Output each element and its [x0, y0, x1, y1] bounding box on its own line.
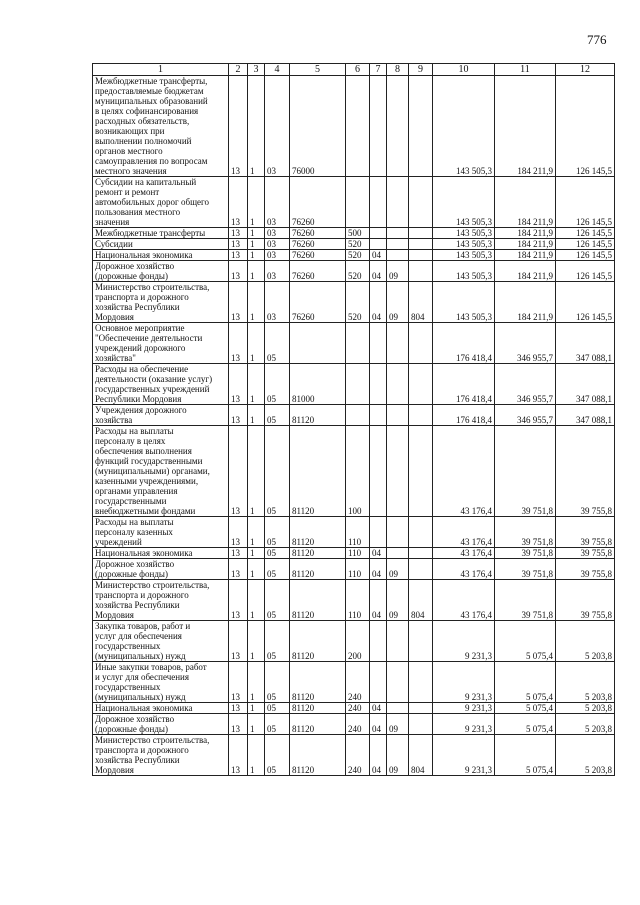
row-name-cell: Национальная экономика	[93, 250, 229, 261]
code-cell: 76260	[290, 177, 346, 228]
code-cell: 81120	[290, 548, 346, 559]
code-cell: 110	[346, 517, 370, 548]
amount-cell: 126 145,5	[556, 228, 615, 239]
code-cell: 05	[265, 364, 290, 405]
budget-table	[92, 63, 615, 776]
amount-cell: 43 176,4	[433, 559, 495, 580]
amount-cell: 184 211,9	[495, 282, 556, 323]
code-cell	[370, 405, 387, 426]
code-cell: 09	[387, 559, 409, 580]
code-cell: 04	[370, 282, 387, 323]
code-cell: 1	[248, 405, 265, 426]
code-cell: 520	[346, 250, 370, 261]
row-name-cell: Министерство строительства, транспорта и дорожного хозяйства Республики Мордовия	[93, 282, 229, 323]
code-cell: 76260	[290, 250, 346, 261]
code-cell: 05	[265, 517, 290, 548]
code-cell: 76000	[290, 76, 346, 177]
code-cell	[409, 239, 433, 250]
amount-cell: 5 075,4	[495, 714, 556, 735]
row-name-cell: Иные закупки товаров, работ и услуг для обеспечения государственных (муниципальных) нужд	[93, 662, 229, 703]
code-cell: 1	[248, 735, 265, 776]
code-cell: 81120	[290, 714, 346, 735]
code-cell	[409, 261, 433, 282]
amount-cell: 39 755,8	[556, 517, 615, 548]
code-cell	[409, 662, 433, 703]
code-cell: 13	[229, 662, 248, 703]
code-cell	[387, 405, 409, 426]
row-name-cell: Дорожное хозяйство (дорожные фонды)	[93, 559, 229, 580]
amount-cell: 126 145,5	[556, 239, 615, 250]
code-cell: 05	[265, 323, 290, 364]
amount-cell: 5 203,8	[556, 735, 615, 776]
column-header: 11	[495, 64, 556, 76]
amount-cell: 346 955,7	[495, 323, 556, 364]
code-cell	[409, 548, 433, 559]
row-name-cell: Национальная экономика	[93, 548, 229, 559]
code-cell: 1	[248, 703, 265, 714]
code-cell: 76260	[290, 228, 346, 239]
code-cell: 13	[229, 364, 248, 405]
table-row	[93, 517, 615, 548]
code-cell	[387, 517, 409, 548]
code-cell	[346, 76, 370, 177]
code-cell: 13	[229, 559, 248, 580]
row-name-cell: Субсидии на капитальный ремонт и ремонт автомобильных дорог общего пользования местного значения	[93, 177, 229, 228]
code-cell	[387, 364, 409, 405]
code-cell: 520	[346, 239, 370, 250]
code-cell: 13	[229, 714, 248, 735]
code-cell: 13	[229, 76, 248, 177]
code-cell: 1	[248, 250, 265, 261]
amount-cell: 346 955,7	[495, 405, 556, 426]
code-cell: 09	[387, 261, 409, 282]
row-name-cell: Министерство строительства, транспорта и дорожного хозяйства Республики Мордовия	[93, 735, 229, 776]
code-cell	[409, 517, 433, 548]
code-cell: 05	[265, 580, 290, 621]
code-cell: 03	[265, 228, 290, 239]
code-cell: 81120	[290, 426, 346, 517]
code-cell: 81000	[290, 364, 346, 405]
amount-cell: 346 955,7	[495, 364, 556, 405]
code-cell	[387, 426, 409, 517]
code-cell	[409, 177, 433, 228]
code-cell	[387, 621, 409, 662]
amount-cell: 126 145,5	[556, 177, 615, 228]
code-cell	[409, 703, 433, 714]
amount-cell: 5 075,4	[495, 621, 556, 662]
column-header: 9	[409, 64, 433, 76]
code-cell: 05	[265, 735, 290, 776]
code-cell	[387, 548, 409, 559]
code-cell: 81120	[290, 580, 346, 621]
row-name-cell: Закупка товаров, работ и услуг для обеспечения государственных (муниципальных) нужд	[93, 621, 229, 662]
amount-cell: 347 088,1	[556, 323, 615, 364]
amount-cell: 143 505,3	[433, 228, 495, 239]
code-cell	[370, 239, 387, 250]
table-row	[93, 662, 615, 703]
code-cell: 1	[248, 662, 265, 703]
code-cell	[409, 714, 433, 735]
row-name-cell: Расходы на выплаты персоналу казенных учреждений	[93, 517, 229, 548]
row-name-cell: Учреждения дорожного хозяйства	[93, 405, 229, 426]
code-cell	[346, 323, 370, 364]
column-header: 1	[93, 64, 229, 76]
column-header: 2	[229, 64, 248, 76]
code-cell: 13	[229, 735, 248, 776]
code-cell: 04	[370, 261, 387, 282]
code-cell: 04	[370, 714, 387, 735]
row-name-cell: Основное мероприятие "Обеспечение деятельности учреждений дорожного хозяйства"	[93, 323, 229, 364]
code-cell: 110	[346, 559, 370, 580]
code-cell: 13	[229, 517, 248, 548]
amount-cell: 43 176,4	[433, 426, 495, 517]
code-cell: 05	[265, 405, 290, 426]
amount-cell: 347 088,1	[556, 364, 615, 405]
code-cell: 1	[248, 261, 265, 282]
code-cell: 1	[248, 580, 265, 621]
table-row	[93, 261, 615, 282]
amount-cell: 9 231,3	[433, 714, 495, 735]
code-cell: 03	[265, 239, 290, 250]
code-cell: 13	[229, 239, 248, 250]
amount-cell: 43 176,4	[433, 580, 495, 621]
amount-cell: 143 505,3	[433, 261, 495, 282]
amount-cell: 143 505,3	[433, 239, 495, 250]
code-cell: 05	[265, 714, 290, 735]
code-cell: 81120	[290, 405, 346, 426]
code-cell	[409, 228, 433, 239]
code-cell: 03	[265, 250, 290, 261]
code-cell: 76260	[290, 261, 346, 282]
table-row	[93, 323, 615, 364]
code-cell: 240	[346, 703, 370, 714]
row-name-cell: Дорожное хозяйство (дорожные фонды)	[93, 714, 229, 735]
column-header: 12	[556, 64, 615, 76]
amount-cell: 39 755,8	[556, 580, 615, 621]
code-cell: 1	[248, 76, 265, 177]
code-cell: 520	[346, 261, 370, 282]
code-cell: 05	[265, 703, 290, 714]
amount-cell: 126 145,5	[556, 261, 615, 282]
code-cell: 76260	[290, 239, 346, 250]
column-header: 6	[346, 64, 370, 76]
code-cell: 1	[248, 559, 265, 580]
code-cell: 04	[370, 250, 387, 261]
code-cell	[370, 364, 387, 405]
code-cell	[409, 621, 433, 662]
code-cell	[346, 405, 370, 426]
code-cell	[387, 662, 409, 703]
amount-cell: 5 203,8	[556, 714, 615, 735]
code-cell: 04	[370, 703, 387, 714]
code-cell: 100	[346, 426, 370, 517]
row-name-cell: Министерство строительства, транспорта и дорожного хозяйства Республики Мордовия	[93, 580, 229, 621]
code-cell: 13	[229, 405, 248, 426]
amount-cell: 43 176,4	[433, 548, 495, 559]
code-cell: 03	[265, 282, 290, 323]
table-row	[93, 735, 615, 776]
code-cell: 04	[370, 735, 387, 776]
code-cell: 1	[248, 177, 265, 228]
code-cell	[409, 250, 433, 261]
amount-cell: 39 751,8	[495, 426, 556, 517]
code-cell: 04	[370, 580, 387, 621]
code-cell	[370, 662, 387, 703]
code-cell: 05	[265, 548, 290, 559]
amount-cell: 184 211,9	[495, 261, 556, 282]
code-cell: 13	[229, 621, 248, 662]
table-row	[93, 177, 615, 228]
code-cell: 04	[370, 548, 387, 559]
amount-cell: 39 751,8	[495, 548, 556, 559]
amount-cell: 143 505,3	[433, 282, 495, 323]
code-cell	[387, 323, 409, 364]
row-name-cell: Расходы на выплаты персоналу в целях обеспечения выполнения функций государственными (муниципальными) органами, казенными учреждениями, органами управления государственными внебюджетными фондами	[93, 426, 229, 517]
amount-cell: 184 211,9	[495, 177, 556, 228]
amount-cell: 184 211,9	[495, 76, 556, 177]
amount-cell: 184 211,9	[495, 250, 556, 261]
column-header: 7	[370, 64, 387, 76]
code-cell: 03	[265, 261, 290, 282]
code-cell: 1	[248, 426, 265, 517]
row-name-cell: Межбюджетные трансферты, предоставляемые бюджетам муниципальных образований в целях софинансирования расходных обязательств, возникающих при выполнении полномочий органов местного самоуправления по вопросам местного значения	[93, 76, 229, 177]
code-cell: 200	[346, 621, 370, 662]
code-cell: 13	[229, 177, 248, 228]
amount-cell: 184 211,9	[495, 228, 556, 239]
amount-cell: 143 505,3	[433, 250, 495, 261]
column-header: 4	[265, 64, 290, 76]
code-cell: 1	[248, 548, 265, 559]
table-row	[93, 621, 615, 662]
page-number: 776	[587, 32, 607, 47]
code-cell: 13	[229, 426, 248, 517]
column-header: 10	[433, 64, 495, 76]
code-cell: 110	[346, 580, 370, 621]
amount-cell: 143 505,3	[433, 76, 495, 177]
amount-cell: 5 075,4	[495, 735, 556, 776]
code-cell: 81120	[290, 703, 346, 714]
amount-cell: 126 145,5	[556, 282, 615, 323]
code-cell: 13	[229, 323, 248, 364]
code-cell: 81120	[290, 517, 346, 548]
table-body	[93, 76, 615, 776]
code-cell: 81120	[290, 621, 346, 662]
code-cell: 81120	[290, 559, 346, 580]
code-cell: 1	[248, 714, 265, 735]
code-cell: 13	[229, 282, 248, 323]
code-cell: 81120	[290, 735, 346, 776]
table-row	[93, 282, 615, 323]
table-row	[93, 364, 615, 405]
code-cell: 240	[346, 735, 370, 776]
amount-cell: 39 755,8	[556, 548, 615, 559]
code-cell: 240	[346, 662, 370, 703]
row-name-cell: Расходы на обеспечение деятельности (оказание услуг) государственных учреждений Республики Мордовия	[93, 364, 229, 405]
code-cell	[387, 76, 409, 177]
table-row	[93, 250, 615, 261]
amount-cell: 39 751,8	[495, 559, 556, 580]
table-header-row	[93, 64, 615, 76]
amount-cell: 39 751,8	[495, 580, 556, 621]
code-cell	[346, 364, 370, 405]
amount-cell: 9 231,3	[433, 735, 495, 776]
code-cell: 09	[387, 735, 409, 776]
table-row	[93, 228, 615, 239]
code-cell: 1	[248, 239, 265, 250]
code-cell	[409, 405, 433, 426]
code-cell	[387, 239, 409, 250]
row-name-cell: Межбюджетные трансферты	[93, 228, 229, 239]
code-cell: 110	[346, 548, 370, 559]
code-cell: 05	[265, 662, 290, 703]
code-cell: 240	[346, 714, 370, 735]
code-cell: 1	[248, 282, 265, 323]
code-cell	[409, 323, 433, 364]
code-cell: 04	[370, 559, 387, 580]
code-cell: 13	[229, 703, 248, 714]
code-cell	[370, 76, 387, 177]
code-cell	[387, 250, 409, 261]
code-cell	[370, 177, 387, 228]
table-row	[93, 239, 615, 250]
code-cell	[387, 703, 409, 714]
code-cell: 13	[229, 580, 248, 621]
code-cell	[370, 323, 387, 364]
code-cell: 804	[409, 580, 433, 621]
code-cell: 13	[229, 250, 248, 261]
code-cell: 13	[229, 228, 248, 239]
code-cell: 09	[387, 714, 409, 735]
code-cell	[387, 177, 409, 228]
code-cell	[409, 364, 433, 405]
code-cell: 1	[248, 228, 265, 239]
amount-cell: 347 088,1	[556, 405, 615, 426]
code-cell	[370, 228, 387, 239]
table-row	[93, 559, 615, 580]
table-row	[93, 76, 615, 177]
table-row	[93, 580, 615, 621]
code-cell: 1	[248, 517, 265, 548]
code-cell: 1	[248, 323, 265, 364]
amount-cell: 9 231,3	[433, 662, 495, 703]
code-cell: 1	[248, 621, 265, 662]
code-cell: 09	[387, 580, 409, 621]
code-cell: 76260	[290, 282, 346, 323]
amount-cell: 5 203,8	[556, 662, 615, 703]
code-cell	[370, 517, 387, 548]
code-cell	[346, 177, 370, 228]
code-cell	[290, 323, 346, 364]
code-cell	[387, 228, 409, 239]
amount-cell: 126 145,5	[556, 76, 615, 177]
code-cell: 13	[229, 548, 248, 559]
code-cell: 05	[265, 621, 290, 662]
code-cell: 81120	[290, 662, 346, 703]
row-name-cell: Национальная экономика	[93, 703, 229, 714]
row-name-cell: Субсидии	[93, 239, 229, 250]
code-cell	[409, 426, 433, 517]
column-header: 8	[387, 64, 409, 76]
code-cell: 520	[346, 282, 370, 323]
code-cell: 804	[409, 735, 433, 776]
code-cell: 09	[387, 282, 409, 323]
column-header: 3	[248, 64, 265, 76]
amount-cell: 126 145,5	[556, 250, 615, 261]
amount-cell: 176 418,4	[433, 323, 495, 364]
amount-cell: 176 418,4	[433, 364, 495, 405]
table-row	[93, 405, 615, 426]
code-cell: 03	[265, 177, 290, 228]
code-cell: 1	[248, 364, 265, 405]
code-cell: 03	[265, 76, 290, 177]
code-cell	[409, 559, 433, 580]
amount-cell: 39 755,8	[556, 559, 615, 580]
code-cell: 05	[265, 426, 290, 517]
table-row	[93, 714, 615, 735]
table-row	[93, 548, 615, 559]
code-cell: 13	[229, 261, 248, 282]
amount-cell: 43 176,4	[433, 517, 495, 548]
column-header: 5	[290, 64, 346, 76]
amount-cell: 39 755,8	[556, 426, 615, 517]
table-row	[93, 426, 615, 517]
amount-cell: 5 075,4	[495, 703, 556, 714]
amount-cell: 184 211,9	[495, 239, 556, 250]
amount-cell: 5 203,8	[556, 621, 615, 662]
amount-cell: 176 418,4	[433, 405, 495, 426]
amount-cell: 5 203,8	[556, 703, 615, 714]
amount-cell: 5 075,4	[495, 662, 556, 703]
amount-cell: 9 231,3	[433, 621, 495, 662]
amount-cell: 39 751,8	[495, 517, 556, 548]
row-name-cell: Дорожное хозяйство (дорожные фонды)	[93, 261, 229, 282]
code-cell	[409, 76, 433, 177]
amount-cell: 9 231,3	[433, 703, 495, 714]
code-cell: 500	[346, 228, 370, 239]
code-cell: 05	[265, 559, 290, 580]
amount-cell: 143 505,3	[433, 177, 495, 228]
table-row	[93, 703, 615, 714]
code-cell	[370, 621, 387, 662]
code-cell	[370, 426, 387, 517]
code-cell: 804	[409, 282, 433, 323]
